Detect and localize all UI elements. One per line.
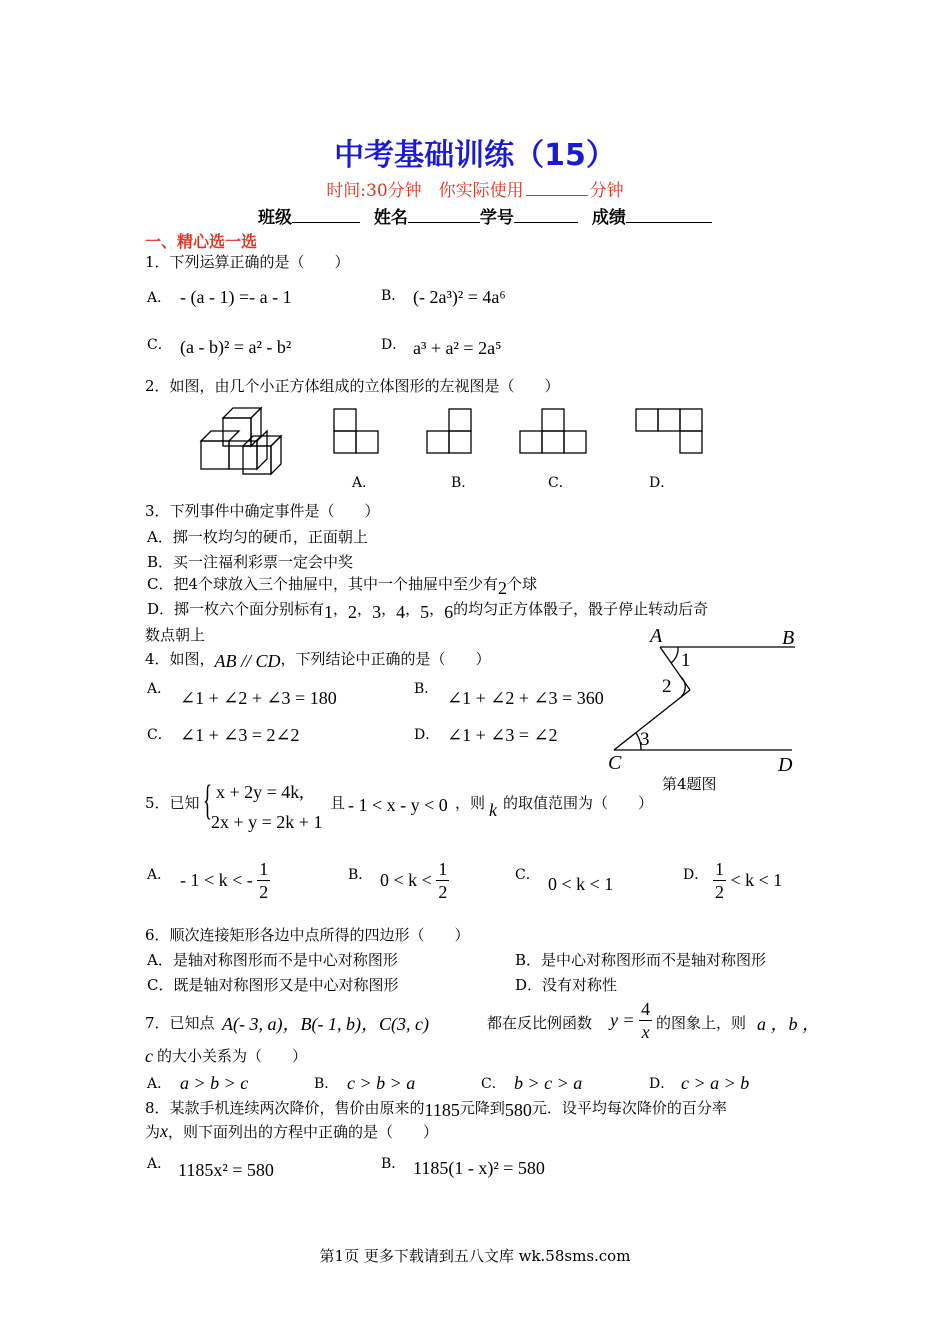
q1-option-a: - (a - 1) =- a - 1 <box>180 287 292 307</box>
q5-option-c-label: C． <box>515 867 540 883</box>
q1-option-c: (a - b)² = a² - b² <box>180 337 292 357</box>
q6-option-c: C．既是轴对称图形又是中心对称图形 <box>147 976 399 994</box>
q5-stem-pre: 5．已知 <box>145 794 200 812</box>
score-label: 成绩 <box>591 208 626 228</box>
q6-stem: 6．顺次连接矩形各边中点所得的四边形（ ） <box>145 926 470 944</box>
time-prefix: 时间:30分钟 你实际使用 <box>326 181 524 201</box>
q7-num: 4 <box>641 999 651 1019</box>
q5-d-den: 2 <box>715 882 724 902</box>
q4-option-b: ∠1 + ∠2 + ∠3 = 360 <box>447 688 604 708</box>
q3-d-num: 3 <box>372 602 382 622</box>
q1-stem: 1．下列运算正确的是（ ） <box>145 253 350 271</box>
q8-option-a: 1185x² = 580 <box>178 1160 274 1180</box>
angle-3-label: 3 <box>640 729 650 750</box>
q7-line2: 的大小关系为（ ） <box>157 1047 308 1065</box>
q4-option-a: ∠1 + ∠2 + ∠3 = 180 <box>180 688 337 708</box>
q4-option-b-label: B． <box>414 681 439 697</box>
q1-option-a-label: A． <box>147 290 172 306</box>
q3-option-d: D．掷一枚六个面分别标有1，2，3，4，5，6的均匀正方体骰子，骰子停止转动后奇 <box>147 600 709 622</box>
q8-mid: 元降到 <box>459 1099 505 1117</box>
q4-option-d: ∠1 + ∠3 = ∠2 <box>447 725 558 745</box>
q3-option-c-number: 2 <box>498 578 508 598</box>
q7-option-a: a > b > c <box>180 1073 249 1093</box>
q1-option-d-label: D． <box>381 337 407 353</box>
q2-stem: 2．如图，由几个小正方体组成的立体图形的左视图是（ ） <box>145 377 560 395</box>
q6-option-b: B．是中心对称图形而不是轴对称图形 <box>515 951 767 969</box>
q8-var: x <box>160 1121 169 1141</box>
point-b: B <box>782 627 795 649</box>
q2-label-d: D． <box>649 475 675 491</box>
name-label: 姓名 <box>373 208 408 228</box>
q4-stem-math: AB // CD <box>214 651 281 671</box>
segment-e-c <box>614 690 690 750</box>
q2-label-a: A． <box>352 475 377 491</box>
q7-option-d: c > a > b <box>681 1073 750 1093</box>
q7-points: A(- 3, a)，B(- 1, b)，C(3, c) <box>222 1014 429 1034</box>
q1-option-b: (- 2a³)² = 4a⁶ <box>413 287 506 307</box>
q1-option-c-label: C． <box>147 337 172 353</box>
q5-a-den: 2 <box>259 882 269 902</box>
q2-label-c: C． <box>548 475 573 491</box>
q1-option-d: a³ + a² = 2a⁵ <box>413 338 502 358</box>
q5-option-d <box>713 860 782 901</box>
q8-line2-post: ，则下面列出的方程中正确的是（ ） <box>168 1123 439 1141</box>
q5-option-a <box>180 860 270 901</box>
q5-d-fraction <box>713 860 726 901</box>
q3-option-d-tail: 的均匀正方体骰子，骰子停止转动后奇 <box>453 600 709 618</box>
q3-d-num: 6 <box>444 602 454 622</box>
q5-and: 且 <box>330 794 346 812</box>
q4-option-c: ∠1 + ∠3 = 2∠2 <box>180 725 300 745</box>
angle-1-label: 1 <box>681 650 691 671</box>
q3-option-c-text: C．把4个球放入三个抽屉中，其中一个抽屉中至少有 <box>147 575 499 593</box>
q8-option-a-label: A． <box>147 1156 172 1172</box>
q3-d-num: 4 <box>396 602 406 622</box>
q8-line2-pre: 为 <box>145 1123 161 1141</box>
q3-d-num: 5 <box>420 602 430 622</box>
q7-fraction <box>639 1000 652 1041</box>
q3-option-d-line2: 数点朝上 <box>145 626 206 644</box>
q7-vars: a ，b ， <box>757 1014 820 1034</box>
q7-option-c: b > c > a <box>514 1073 583 1093</box>
q5-var-k: k <box>489 800 497 820</box>
q6-option-d: D．没有对称性 <box>515 976 618 994</box>
q4-stem-pre: 4．如图， <box>145 650 215 668</box>
point-c: C <box>608 752 622 774</box>
q7-option-d-label: D． <box>649 1076 675 1092</box>
q4-option-c-label: C． <box>147 727 172 743</box>
q4-option-a-label: A． <box>147 681 172 697</box>
angle-1-arc <box>671 647 678 663</box>
q5-option-d-label: D． <box>683 867 709 883</box>
q5-b-num: 1 <box>438 859 448 879</box>
point-a: A <box>650 625 663 647</box>
q7-stem-post: 的图象上，则 <box>656 1014 747 1032</box>
q5-equation-2: 2x + y = 2k + 1 <box>211 812 323 832</box>
page-footer: 第1页 更多下载请到五八文库 wk.58sms.com <box>319 1247 631 1265</box>
q6-option-a: A．是轴对称图形而不是中心对称图形 <box>147 951 398 969</box>
q3-stem: 3．下列事件中确定事件是（ ） <box>145 502 380 520</box>
q5-stem-post: 的取值范围为（ ） <box>503 794 654 812</box>
q5-option-b <box>380 860 449 901</box>
time-suffix: 分钟 <box>589 181 624 201</box>
q5-condition: - 1 < x - y < 0 <box>348 795 448 815</box>
q5-equation-1: x + 2y = 4k, <box>216 782 304 802</box>
q5-d-num: 1 <box>715 859 724 879</box>
q5-option-b-label: B． <box>348 867 373 883</box>
q4-figure-caption: 第4题图 <box>662 775 717 793</box>
section-heading: 一、精心选一选 <box>145 232 258 251</box>
q4-option-d-label: D． <box>414 727 440 743</box>
angle-2-label: 2 <box>662 676 672 697</box>
q2-label-b: B． <box>451 475 476 491</box>
q8-option-b-label: B． <box>381 1156 406 1172</box>
q8-stem-pre: 8．某款手机连续两次降价，售价由原来的 <box>145 1099 425 1117</box>
q3-option-b: B．买一注福利彩票一定会中奖 <box>147 553 354 571</box>
q5-then: ，则 <box>455 794 486 812</box>
q5-brace: { <box>203 778 213 824</box>
page-title: 中考基础训练（15） <box>334 138 616 173</box>
q5-b-den: 2 <box>438 882 448 902</box>
q3-option-a: A．掷一枚均匀的硬币，正面朝上 <box>147 528 368 546</box>
q5-a-num: 1 <box>259 859 269 879</box>
q7-option-b: c > b > a <box>347 1073 416 1093</box>
q3-d-num: 1 <box>324 602 334 622</box>
q7-option-a-label: A． <box>147 1076 172 1092</box>
q8-post: 元．设平均每次降价的百分率 <box>531 1099 727 1117</box>
point-d: D <box>778 754 793 776</box>
q7-stem-mid: 都在反比例函数 <box>487 1014 593 1032</box>
q7-option-c-label: C． <box>481 1076 506 1092</box>
q4-stem-post: ，下列结论中正确的是（ ） <box>280 650 491 668</box>
q3-option-c-tail: 个球 <box>507 575 538 593</box>
class-label: 班级 <box>258 208 292 228</box>
q7-den: x <box>641 1022 650 1042</box>
q7-line2-var: c <box>145 1046 153 1066</box>
q1-option-b-label: B． <box>381 288 406 304</box>
q7-function <box>610 1000 652 1041</box>
q8-option-b: 1185(1 - x)² = 580 <box>413 1158 545 1178</box>
q8-line2 <box>145 1121 438 1142</box>
q8-line1 <box>145 1097 727 1118</box>
number-label: 学号 <box>479 208 514 228</box>
q8-n1: 1185 <box>424 1100 460 1120</box>
q5-a-pre: - 1 < k < - <box>180 870 253 890</box>
q8-n2: 580 <box>504 1100 532 1120</box>
q5-option-a-label: A． <box>147 867 172 883</box>
q3-option-d-text: D．掷一枚六个面分别标有 <box>147 600 325 618</box>
q5-b-fraction <box>436 860 449 901</box>
q5-a-fraction <box>257 860 270 901</box>
q5-option-c: 0 < k < 1 <box>548 874 614 894</box>
q3-d-num: 2 <box>348 602 358 622</box>
q7-func-pre: y = <box>610 1010 635 1030</box>
q7-stem-pre: 7．已知点 <box>145 1014 215 1032</box>
q5-b-pre: 0 < k < <box>380 870 432 890</box>
q5-d-post: < k < 1 <box>730 870 783 890</box>
q7-option-b-label: B． <box>314 1076 339 1092</box>
